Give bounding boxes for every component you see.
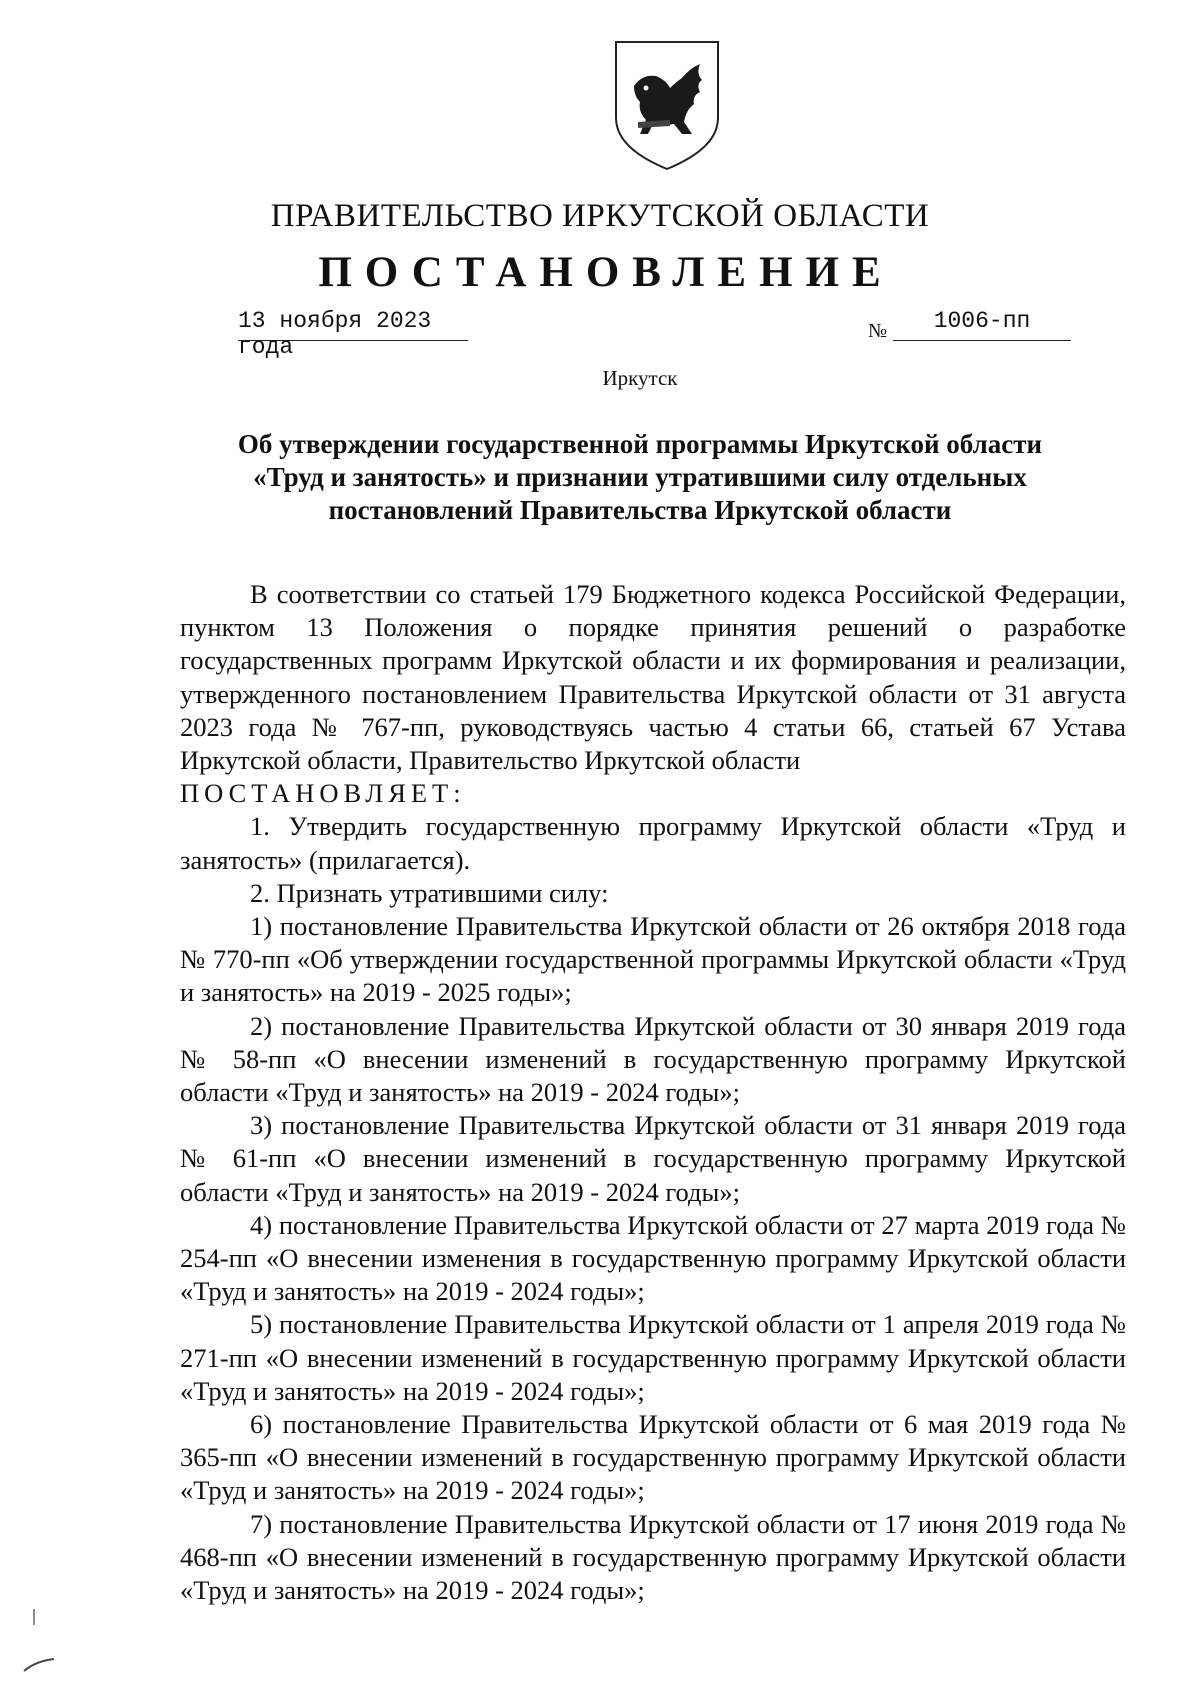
sub-item-1: 1) постановление Правительства Иркутской области от 26 октября 2018 года № 770-пп «Об утверждении государственной программы Иркутской области «Труд и занятость» на 2019 - 2025 годы»; <box>180 911 1126 1008</box>
date-number-row <box>0 308 1200 360</box>
title-line: «Труд и занятость» и признании утратившими силу отдельных <box>253 462 1027 492</box>
document-type: ПОСТАНОВЛЕНИЕ <box>318 249 894 296</box>
city: Иркутск <box>602 366 678 390</box>
coat-of-arms-icon <box>612 38 722 173</box>
sub-item-3: 3) постановление Правительства Иркутской области от 31 января 2019 года № 61-пп «О внесении изменений в государственную программу Иркутской области «Труд и занятость» на 2019 - 2024 годы»; <box>180 1110 1126 1207</box>
paragraph-item-1: 1. Утвердить государственную программу Иркутской области «Труд и занятость» (прилагается). <box>180 811 1126 875</box>
resolves-heading: ПОСТАНОВЛЯЕТ: <box>180 778 466 809</box>
paragraph-item-2: 2. Признать утратившими силу: <box>250 877 609 908</box>
government-name: ПРАВИТЕЛЬСТВО ИРКУТСКОЙ ОБЛАСТИ <box>270 198 930 234</box>
sub-item-2: 2) постановление Правительства Иркутской области от 30 января 2019 года № 58-пп «О внесении изменений в государственную программу Иркутской области «Труд и занятость» на 2019 - 2024 годы»; <box>180 1010 1126 1108</box>
intro-paragraph: В соответствии со статьей 179 Бюджетного кодекса Российской Федерации, пунктом 13 Положения о порядке принятия решений о разработке государственных программ Иркутской области и их формирования и реализации, утвержденного постановлением Правительства Иркутской области от 31 августа 2023 года № 767-пп, руководствуясь частью 4 статьи 66, статьей 67 Устава Иркутской области, Правительство Иркутской области <box>180 579 1126 776</box>
document-date: 13 ноября 2023 года <box>238 308 468 341</box>
sub-item-7: 7) постановление Правительства Иркутской области от 17 июня 2019 года № 468-пп «О внесении изменений в государственную программу Иркутской области «Труд и занятость» на 2019 - 2024 годы»; <box>180 1508 1126 1606</box>
title-line: Об утверждении государственной программы Иркутской области <box>237 429 1043 459</box>
document-body <box>180 578 1126 1607</box>
number-sign: № <box>868 320 888 342</box>
document-number: 1006-пп <box>893 308 1071 341</box>
sub-item-6: 6) постановление Правительства Иркутской области от 6 мая 2019 года № 365-пп «О внесении изменений в государственную программу Иркутской области «Труд и занятость» на 2019 - 2024 годы»; <box>180 1409 1126 1506</box>
document-title <box>180 428 1100 527</box>
scan-margin-mark <box>20 1605 60 1675</box>
title-line: постановлений Правительства Иркутской области <box>328 495 952 525</box>
sub-item-5: 5) постановление Правительства Иркутской области от 1 апреля 2019 года № 271-пп «О внесении изменений в государственную программу Иркутской области «Труд и занятость» на 2019 - 2024 годы»; <box>180 1309 1126 1406</box>
sub-item-4: 4) постановление Правительства Иркутской области от 27 марта 2019 года № 254-пп «О внесении изменения в государственную программу Иркутской области «Труд и занятость» на 2019 - 2024 годы»; <box>180 1209 1126 1307</box>
